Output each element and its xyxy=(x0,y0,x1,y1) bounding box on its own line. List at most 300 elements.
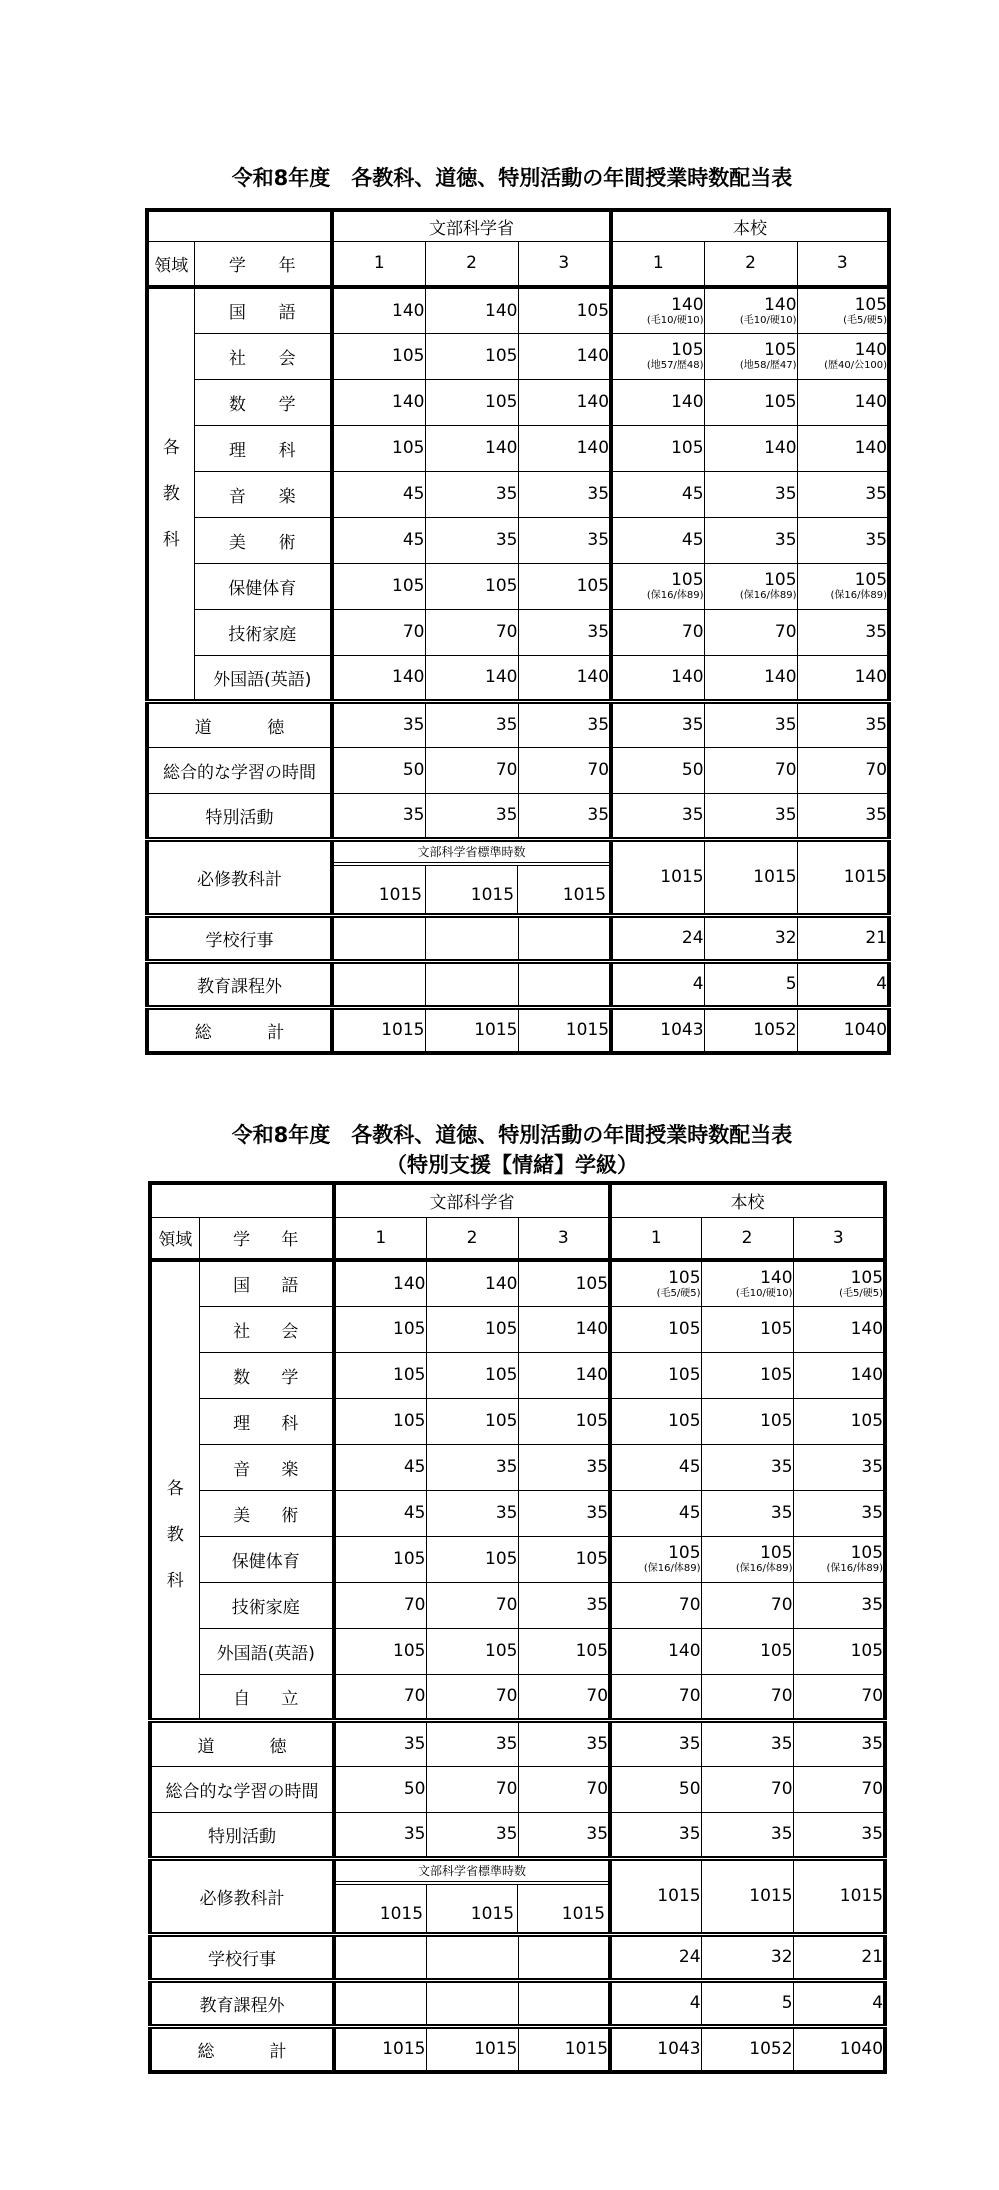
row-label-char: 音 xyxy=(228,486,246,507)
school-hours-cell: 32 xyxy=(704,915,797,961)
corner-cell xyxy=(147,210,332,241)
mext-hours-cell: 105 xyxy=(426,1306,518,1352)
mext-hours-cell: 140 xyxy=(332,287,425,333)
school-hours-cell: 4 xyxy=(611,961,704,1007)
row-label: 外国語(英語) xyxy=(199,1628,334,1674)
mext-hours-cell: 35 xyxy=(518,1490,610,1536)
grade-column-header: 2 xyxy=(425,241,518,287)
hours-table-special-support xyxy=(148,1181,887,2074)
school-hours-cell xyxy=(611,333,704,379)
row-label-char: 楽 xyxy=(281,1459,299,1480)
mext-standard-hours xyxy=(334,1858,610,1934)
mext-hours-cell: 35 xyxy=(426,1444,518,1490)
school-hours-value: 105 xyxy=(764,340,797,360)
school-hours-cell xyxy=(704,563,797,609)
mext-hours-cell: 140 xyxy=(332,655,425,701)
subject-row xyxy=(147,287,889,333)
row-label: 学校行事 xyxy=(147,915,332,961)
school-hours-cell xyxy=(704,333,797,379)
mext-hours-cell: 105 xyxy=(332,333,425,379)
mext-hours-cell: 105 xyxy=(518,287,611,333)
school-hours-cell: 105 xyxy=(610,1352,701,1398)
mext-hours-cell: 45 xyxy=(334,1444,426,1490)
grade-column-header: 2 xyxy=(426,1217,518,1260)
school-hours-cell: 140 xyxy=(611,655,704,701)
required-total-row xyxy=(147,839,889,915)
mext-hours-cell xyxy=(518,1934,610,1980)
school-hours-cell: 4 xyxy=(793,1980,885,2026)
school-hours-breakdown: (毛10/硬10) xyxy=(735,1287,793,1299)
school-hours-value: 105 xyxy=(668,1543,701,1563)
row-label-char: 数 xyxy=(228,394,246,415)
school-hours-cell: 35 xyxy=(797,701,889,747)
mext-hours-cell: 140 xyxy=(518,1306,610,1352)
row-label-char: 道 xyxy=(194,717,212,738)
domain-header: 領域 xyxy=(150,1217,199,1260)
row-label: 必修教科計 xyxy=(147,839,332,915)
mext-hours-cell: 70 xyxy=(518,747,611,793)
school-hours-cell: 70 xyxy=(797,747,889,793)
grade-header-char: 年 xyxy=(278,255,296,276)
mext-hours-cell xyxy=(518,1980,610,2026)
row-label-char: 会 xyxy=(278,348,296,369)
domain-label-subjects xyxy=(150,1260,199,1720)
school-hours-cell: 1052 xyxy=(704,1007,797,1053)
school-hours-cell xyxy=(797,287,889,333)
school-hours-cell: 1015 xyxy=(610,1858,701,1934)
school-hours-cell: 4 xyxy=(797,961,889,1007)
school-hours-breakdown: (毛5/硬5) xyxy=(843,314,888,326)
mext-hours-cell: 45 xyxy=(332,471,425,517)
required-total-row xyxy=(150,1858,885,1934)
school-hours-value: 105 xyxy=(764,570,797,590)
domain-label-char: 教 xyxy=(162,483,180,504)
subject-row xyxy=(147,517,889,563)
school-events-row xyxy=(147,915,889,961)
school-hours-cell: 1015 xyxy=(793,1858,885,1934)
mext-hours-cell: 105 xyxy=(425,333,518,379)
row-label-char: 社 xyxy=(228,348,246,369)
domain-label-char: 教 xyxy=(166,1524,184,1545)
school-hours-cell: 140 xyxy=(793,1352,885,1398)
row-label-char: 術 xyxy=(281,1505,299,1526)
school-hours-cell: 140 xyxy=(610,1628,701,1674)
school-hours-cell xyxy=(701,1260,793,1306)
mext-hours-cell: 140 xyxy=(518,425,611,471)
mext-hours-cell: 1015 xyxy=(518,1007,611,1053)
school-hours-cell: 105 xyxy=(704,379,797,425)
school-hours-cell: 70 xyxy=(793,1766,885,1812)
row-label-char: 学 xyxy=(278,394,296,415)
school-hours-breakdown: (毛5/硬5) xyxy=(656,1287,701,1299)
mext-hours-cell: 140 xyxy=(425,425,518,471)
grade-header xyxy=(199,1217,334,1260)
corner-cell xyxy=(150,1183,334,1217)
mext-hours-cell: 35 xyxy=(518,1582,610,1628)
school-hours-cell: 70 xyxy=(610,1582,701,1628)
mext-hours-cell: 105 xyxy=(518,1398,610,1444)
row-label: 特別活動 xyxy=(150,1812,334,1858)
mext-hours-cell: 140 xyxy=(425,655,518,701)
row-label-char: 総 xyxy=(194,1022,212,1043)
school-hours-breakdown: (保16/体89) xyxy=(739,590,797,601)
subject-row xyxy=(147,609,889,655)
school-hours-cell xyxy=(610,1536,701,1582)
row-label-char: 社 xyxy=(233,1321,251,1342)
school-hours-cell: 70 xyxy=(701,1674,793,1720)
mext-hours-cell: 140 xyxy=(426,1260,518,1306)
row-label: 総合的な学習の時間 xyxy=(147,747,332,793)
school-hours-cell: 1040 xyxy=(797,1007,889,1053)
mext-hours-cell: 35 xyxy=(334,1812,426,1858)
row-label-char: 科 xyxy=(278,440,296,461)
row-label: 保健体育 xyxy=(194,563,332,609)
mext-hours-cell: 1015 xyxy=(334,2026,426,2072)
mext-group-header: 文部科学省 xyxy=(332,210,611,241)
subject-row xyxy=(150,1628,885,1674)
school-hours-cell: 1043 xyxy=(610,2026,701,2072)
row-label xyxy=(199,1260,334,1306)
mext-hours-cell: 45 xyxy=(332,517,425,563)
school-hours-cell xyxy=(704,287,797,333)
mext-hours-cell: 45 xyxy=(334,1490,426,1536)
domain-label-char: 各 xyxy=(166,1478,184,1499)
school-hours-cell: 70 xyxy=(793,1674,885,1720)
subject-row xyxy=(147,425,889,471)
school-hours-breakdown: (毛10/硬10) xyxy=(646,314,704,326)
school-hours-cell: 1040 xyxy=(793,2026,885,2072)
activity-row xyxy=(147,701,889,747)
subject-row xyxy=(150,1306,885,1352)
row-label: 学校行事 xyxy=(150,1934,334,1980)
row-label xyxy=(199,1674,334,1720)
school-hours-value: 105 xyxy=(671,340,704,360)
school-hours-cell xyxy=(611,287,704,333)
mext-hours-cell xyxy=(518,961,611,1007)
grade-column-header: 3 xyxy=(793,1217,885,1260)
school-hours-cell: 140 xyxy=(797,379,889,425)
mext-hours-cell xyxy=(426,1934,518,1980)
school-hours-cell: 35 xyxy=(797,471,889,517)
school-hours-cell: 1043 xyxy=(611,1007,704,1053)
hours-table-regular xyxy=(145,208,891,1055)
grade-header-char: 学 xyxy=(233,1230,251,1251)
row-label-char: 語 xyxy=(281,1276,299,1297)
row-label xyxy=(199,1352,334,1398)
school-hours-cell xyxy=(797,333,889,379)
mext-hours-cell: 1015 xyxy=(562,884,607,905)
row-label-char: 術 xyxy=(278,532,296,553)
mext-hours-cell: 105 xyxy=(334,1536,426,1582)
school-hours-cell: 70 xyxy=(611,609,704,655)
grade-column-header: 1 xyxy=(610,1217,701,1260)
grade-column-header: 2 xyxy=(704,241,797,287)
mext-hours-cell: 35 xyxy=(518,1444,610,1490)
school-hours-cell: 35 xyxy=(701,1720,793,1766)
school-group-header: 本校 xyxy=(611,210,889,241)
outside-curriculum-row xyxy=(147,961,889,1007)
subject-row xyxy=(150,1398,885,1444)
mext-hours-cell: 70 xyxy=(518,1674,610,1720)
school-hours-cell xyxy=(610,1260,701,1306)
row-label: 特別活動 xyxy=(147,793,332,839)
mext-hours-cell: 140 xyxy=(334,1260,426,1306)
row-label xyxy=(147,1007,332,1053)
school-hours-breakdown: (毛10/硬10) xyxy=(739,314,797,326)
school-hours-cell: 1015 xyxy=(704,839,797,915)
mext-hours-cell: 70 xyxy=(426,1674,518,1720)
mext-hours-cell xyxy=(332,915,425,961)
school-hours-cell: 45 xyxy=(611,471,704,517)
school-hours-cell xyxy=(797,563,889,609)
grade-column-header: 3 xyxy=(518,1217,610,1260)
school-hours-cell: 35 xyxy=(793,1720,885,1766)
school-hours-cell: 35 xyxy=(704,793,797,839)
school-hours-breakdown: (保16/体89) xyxy=(826,1563,884,1574)
mext-hours-cell: 35 xyxy=(518,1812,610,1858)
row-label xyxy=(150,2026,334,2072)
table2-title: 令和8年度 各教科、道徳、特別活動の年間授業時数配当表 xyxy=(231,1123,793,1147)
mext-hours-cell: 105 xyxy=(426,1352,518,1398)
school-hours-value: 105 xyxy=(671,570,704,590)
school-hours-cell: 35 xyxy=(797,517,889,563)
mext-hours-cell: 35 xyxy=(425,701,518,747)
school-hours-cell: 35 xyxy=(704,517,797,563)
school-hours-cell: 140 xyxy=(797,425,889,471)
subject-row xyxy=(150,1490,885,1536)
school-hours-cell: 105 xyxy=(701,1628,793,1674)
mext-hours-cell: 35 xyxy=(426,1812,518,1858)
mext-hours-cell: 105 xyxy=(518,563,611,609)
mext-hours-cell: 35 xyxy=(332,701,425,747)
mext-hours-cell: 140 xyxy=(518,333,611,379)
school-hours-value: 105 xyxy=(854,570,888,590)
school-hours-value: 105 xyxy=(668,1267,701,1288)
mext-hours-cell: 35 xyxy=(425,793,518,839)
activity-row xyxy=(150,1720,885,1766)
mext-hours-cell: 35 xyxy=(332,793,425,839)
mext-standard-hours xyxy=(332,839,611,915)
row-label-char: 自 xyxy=(233,1688,251,1709)
mext-hours-cell: 105 xyxy=(426,1628,518,1674)
school-hours-value: 140 xyxy=(764,294,797,315)
subject-row xyxy=(147,563,889,609)
mext-hours-cell: 35 xyxy=(518,517,611,563)
row-label xyxy=(194,425,332,471)
mext-standard-label: 文部科学省標準時数 xyxy=(334,842,609,866)
mext-hours-cell: 35 xyxy=(425,517,518,563)
school-hours-cell: 140 xyxy=(704,655,797,701)
row-label: 総合的な学習の時間 xyxy=(150,1766,334,1812)
school-hours-cell: 35 xyxy=(701,1490,793,1536)
row-label xyxy=(194,333,332,379)
school-hours-cell: 50 xyxy=(610,1766,701,1812)
school-hours-cell: 105 xyxy=(610,1306,701,1352)
domain-label-char: 科 xyxy=(162,529,180,550)
mext-hours-cell: 1015 xyxy=(332,1007,425,1053)
school-hours-breakdown: (保16/体89) xyxy=(735,1563,793,1574)
mext-hours-cell: 70 xyxy=(426,1582,518,1628)
row-label-char: 計 xyxy=(267,1022,285,1043)
row-label xyxy=(194,471,332,517)
school-hours-breakdown: (毛5/硬5) xyxy=(839,1287,884,1299)
domain-header: 領域 xyxy=(147,241,194,287)
school-hours-cell: 70 xyxy=(701,1766,793,1812)
school-hours-cell: 35 xyxy=(793,1582,885,1628)
row-label-char: 音 xyxy=(233,1459,251,1480)
school-hours-cell: 35 xyxy=(793,1444,885,1490)
row-label: 保健体育 xyxy=(199,1536,334,1582)
mext-hours-cell: 50 xyxy=(332,747,425,793)
school-hours-cell xyxy=(793,1536,885,1582)
domain-label-char: 科 xyxy=(166,1570,184,1591)
domain-label-subjects xyxy=(147,287,194,701)
subject-row xyxy=(150,1352,885,1398)
mext-hours-cell: 1015 xyxy=(425,1007,518,1053)
school-hours-cell: 5 xyxy=(701,1980,793,2026)
school-hours-cell xyxy=(793,1260,885,1306)
row-label: 技術家庭 xyxy=(194,609,332,655)
subject-row xyxy=(150,1674,885,1720)
grade-column-header: 3 xyxy=(518,241,611,287)
subject-row xyxy=(150,1260,885,1306)
mext-hours-cell: 70 xyxy=(332,609,425,655)
row-label-char: 徳 xyxy=(267,717,285,738)
school-hours-cell xyxy=(611,563,704,609)
school-hours-cell: 35 xyxy=(610,1720,701,1766)
school-group-header: 本校 xyxy=(610,1183,885,1217)
mext-hours-cell: 105 xyxy=(334,1398,426,1444)
mext-hours-cell: 105 xyxy=(334,1306,426,1352)
school-hours-cell: 21 xyxy=(793,1934,885,1980)
grade-column-header: 1 xyxy=(332,241,425,287)
row-label xyxy=(194,287,332,333)
row-label-char: 美 xyxy=(228,532,246,553)
school-hours-cell: 35 xyxy=(611,701,704,747)
row-label-char: 美 xyxy=(233,1505,251,1526)
school-hours-cell: 35 xyxy=(793,1490,885,1536)
mext-hours-cell: 35 xyxy=(518,701,611,747)
school-hours-cell: 24 xyxy=(610,1934,701,1980)
row-label xyxy=(199,1444,334,1490)
row-label-char: 理 xyxy=(233,1413,251,1434)
school-hours-value: 140 xyxy=(671,294,704,315)
mext-hours-cell: 35 xyxy=(518,471,611,517)
mext-hours-cell xyxy=(334,1934,426,1980)
row-label-char: 総 xyxy=(197,2041,215,2062)
mext-hours-cell xyxy=(425,915,518,961)
mext-hours-cell: 70 xyxy=(425,747,518,793)
mext-hours-cell xyxy=(518,915,611,961)
mext-hours-cell: 50 xyxy=(334,1766,426,1812)
row-label-char: 計 xyxy=(269,2041,287,2062)
mext-hours-cell xyxy=(332,961,425,1007)
school-hours-cell: 140 xyxy=(793,1306,885,1352)
domain-label-char: 各 xyxy=(162,437,180,458)
mext-hours-cell: 35 xyxy=(518,793,611,839)
row-label xyxy=(194,517,332,563)
row-label: 教育課程外 xyxy=(147,961,332,1007)
activity-row xyxy=(147,747,889,793)
subject-row xyxy=(150,1444,885,1490)
mext-hours-cell: 70 xyxy=(334,1674,426,1720)
row-label-char: 数 xyxy=(233,1367,251,1388)
grand-total-row xyxy=(150,2026,885,2072)
grade-header xyxy=(194,241,332,287)
school-hours-cell: 105 xyxy=(611,425,704,471)
school-hours-cell: 35 xyxy=(701,1812,793,1858)
subject-row xyxy=(147,471,889,517)
table2-subtitle: （特別支援【情緒】学級） xyxy=(386,1153,638,1177)
school-hours-cell: 105 xyxy=(701,1306,793,1352)
school-hours-cell: 1015 xyxy=(797,839,889,915)
grade-column-header: 2 xyxy=(701,1217,793,1260)
mext-group-header: 文部科学省 xyxy=(334,1183,610,1217)
school-hours-cell: 1015 xyxy=(701,1858,793,1934)
mext-hours-cell: 35 xyxy=(426,1490,518,1536)
school-hours-breakdown: (歴40/公100) xyxy=(824,360,888,371)
mext-hours-cell: 140 xyxy=(518,379,611,425)
row-label-char: 国 xyxy=(233,1276,251,1297)
school-hours-breakdown: (保16/体89) xyxy=(830,590,888,601)
school-hours-cell: 140 xyxy=(797,655,889,701)
school-hours-cell: 140 xyxy=(704,425,797,471)
mext-hours-cell xyxy=(425,961,518,1007)
school-hours-cell: 105 xyxy=(610,1398,701,1444)
row-label-char: 語 xyxy=(278,303,296,324)
row-label-char: 理 xyxy=(228,440,246,461)
school-hours-cell: 70 xyxy=(704,747,797,793)
school-hours-cell: 1015 xyxy=(611,839,704,915)
subject-row xyxy=(150,1582,885,1628)
school-hours-cell: 105 xyxy=(793,1628,885,1674)
row-label-char: 道 xyxy=(197,1736,215,1757)
grand-total-row xyxy=(147,1007,889,1053)
school-hours-cell: 35 xyxy=(701,1444,793,1490)
mext-hours-cell: 105 xyxy=(426,1536,518,1582)
mext-hours-cell: 70 xyxy=(425,609,518,655)
row-label-char: 徳 xyxy=(269,1736,287,1757)
subject-row xyxy=(147,655,889,701)
row-label: 外国語(英語) xyxy=(194,655,332,701)
school-hours-cell: 35 xyxy=(704,701,797,747)
grade-column-header: 3 xyxy=(797,241,889,287)
school-hours-cell: 45 xyxy=(610,1444,701,1490)
activity-row xyxy=(150,1812,885,1858)
mext-hours-cell: 105 xyxy=(518,1536,610,1582)
grade-header-char: 学 xyxy=(228,255,246,276)
school-hours-value: 140 xyxy=(760,1267,793,1288)
school-hours-cell: 4 xyxy=(610,1980,701,2026)
school-hours-breakdown: (地58/歴47) xyxy=(739,360,797,371)
activity-row xyxy=(150,1766,885,1812)
school-hours-cell: 105 xyxy=(701,1352,793,1398)
school-hours-cell: 70 xyxy=(610,1674,701,1720)
row-label-char: 立 xyxy=(281,1688,299,1709)
mext-hours-cell: 35 xyxy=(426,1720,518,1766)
row-label: 教育課程外 xyxy=(150,1980,334,2026)
school-hours-cell: 45 xyxy=(611,517,704,563)
mext-hours-cell: 105 xyxy=(518,1260,610,1306)
table1-title: 令和8年度 各教科、道徳、特別活動の年間授業時数配当表 xyxy=(231,166,793,190)
school-hours-cell: 105 xyxy=(793,1398,885,1444)
mext-hours-cell: 105 xyxy=(425,563,518,609)
mext-hours-cell xyxy=(334,1980,426,2026)
activity-row xyxy=(147,793,889,839)
school-hours-breakdown: (保16/体89) xyxy=(643,1563,701,1574)
row-label xyxy=(199,1306,334,1352)
outside-curriculum-row xyxy=(150,1980,885,2026)
